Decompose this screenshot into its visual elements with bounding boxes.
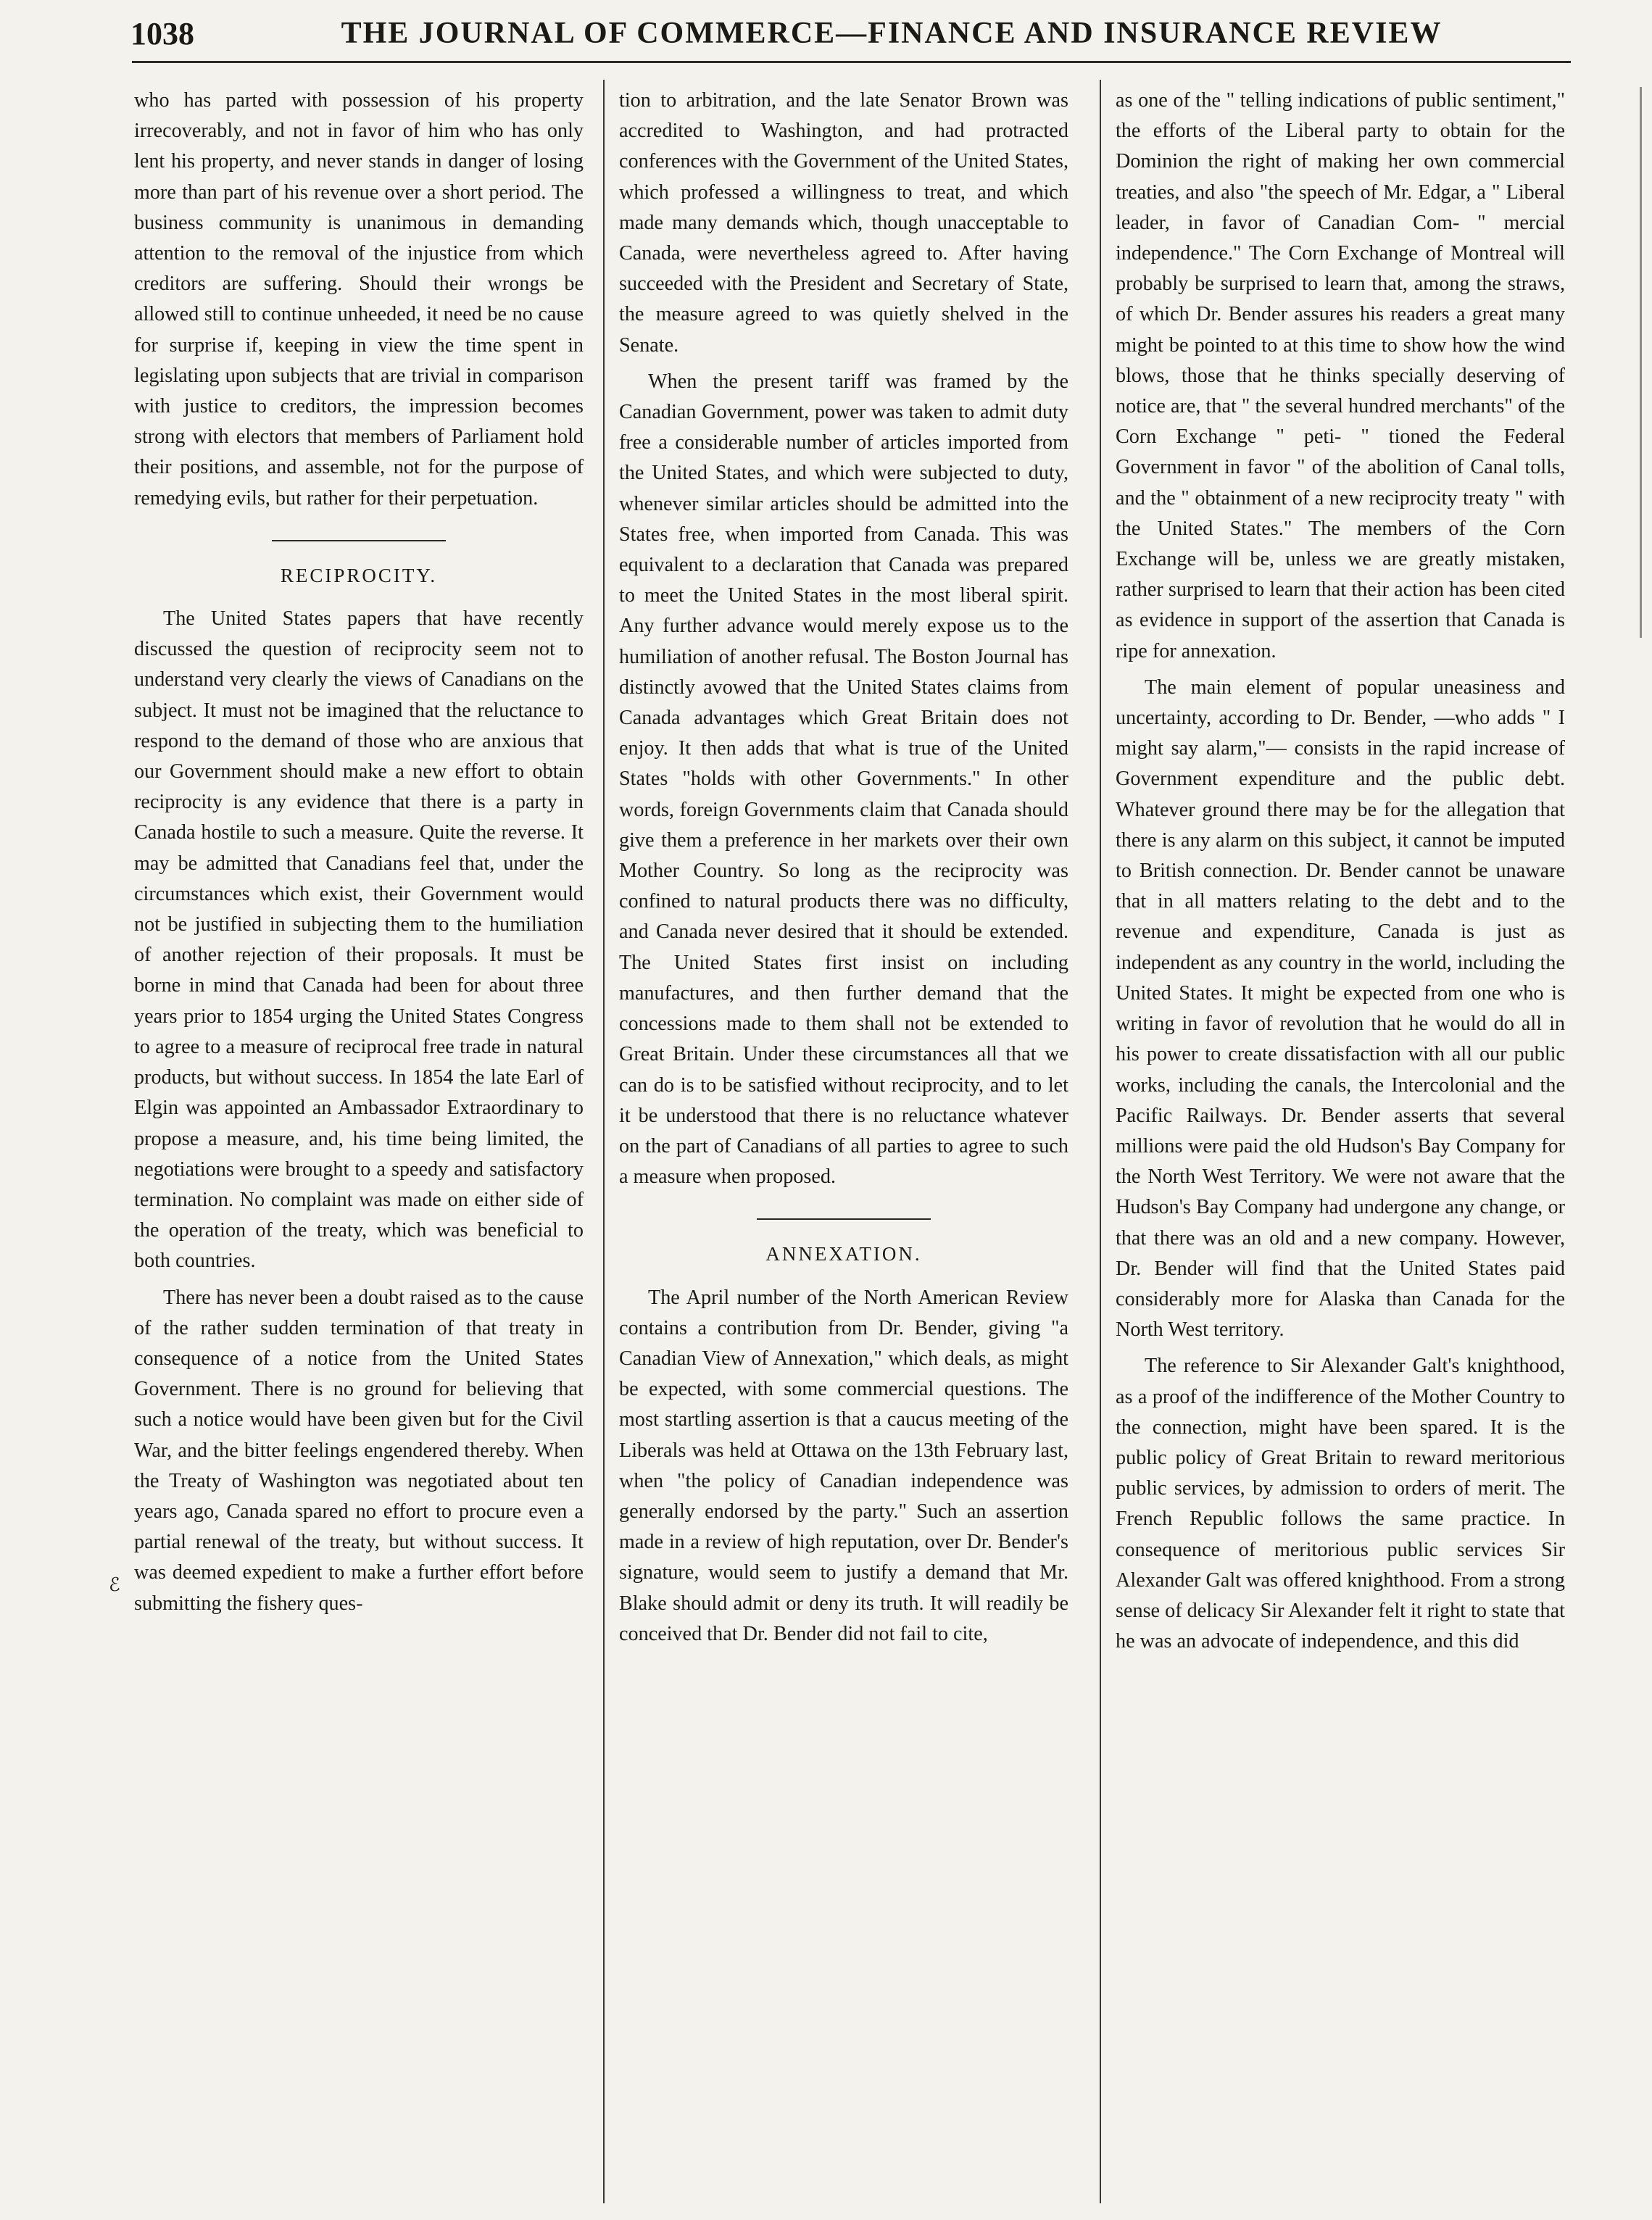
page-header [130,10,1573,57]
column-divider-2 [1100,80,1101,2203]
column-2 [619,86,1068,1650]
col1-paragraph-1: who has parted with possession of his property irrecoverably, and not in favor of him who has only lent his property, and never stands in danger of losing more than part of his revenue over a short period. The business community is unanimous in demanding attention to the removal of the injustice from which creditors are suffering. Should their wrongs be allowed still to continue unheeded, it need be no cause for surprise if, keeping in view the time spent in legislating upon subjects that are trivial in comparison with justice to creditors, the impression becomes strong with electors that members of Parliament hold their positions, and assemble, not for the purpose of remedying evils, but rather for their perpetuation. [134,89,584,510]
section-rule-reciprocity [272,540,446,541]
col2-paragraph-3: The April number of the North American Review contains a contribution from Dr. Bender, giving "a Canadian View of Annexation," which deals, as might be expected, with some commercial questions. The most startling assertion is that a caucus meeting of the Liberals was held at Ottawa on the 13th February last, when "the policy of Canadian independence was generally endorsed by the party." Such an assertion made in a review of high reputation, over Dr. Bender's signature, would seem to justify a demand that Mr. Blake should admit or deny its truth. It will readily be conceived that Dr. Bender did not fail to cite, [619,1286,1068,1645]
col3-paragraph-3: The reference to Sir Alexander Galt's knighthood, as a proof of the indifference of the Mother Country to the connection, might have been spared. It is the public policy of Great Britain to reward meritorious public services, by admission to orders of merit. The French Republic follows the same practice. In consequence of meritorious public services Sir Alexander Galt was offered knighthood. From a strong sense of delicacy Sir Alexander felt it right to state that he was an advocate of independence, and this did [1116,1355,1565,1653]
col2-paragraph-2: When the present tariff was framed by the Canadian Government, power was taken to admit duty free a considerable number of articles imported from the United States, and which were subjected to duty, whenever similar articles should be admitted into the States free, when imported from Canada. This was equivalent to a declaration that Canada was prepared to meet the United States in the most liberal spirit. Any further advance would merely expose us to the humiliation of another refusal. The Boston Journal has distinctly avowed that the United States claims from Canada advantages which Great Britain does not enjoy. It then adds that what is true of the United States "holds with other Governments." In other words, foreign Governments claim that Canada should give them a preference in her markets over their own Mother Country. So long as the reciprocity was confined to natural products there was no difficulty, and Canada never desired that it should be extended. The United States first insist on including manufactures, and then further demand that the concessions made to them shall not be extended to Great Britain. Under these circumstances all that we can do is to be satisfied without reciprocity, and to let it be understood that there is no reluctance whatever on the part of Canadians of all parties to agree to such a measure when proposed. [619,370,1068,1189]
col2-paragraph-1: tion to arbitration, and the late Senator Brown was accredited to Washington, and had protracted conferences with the Government of the United States, which professed a willingness to treat, and which made many demands which, though unacceptable to Canada, were nevertheless agreed to. After having succeeded with the President and Secretary of State, the measure agreed to was quietly shelved in the Senate. [619,89,1068,357]
column-3 [1116,86,1565,1657]
handwritten-mark: ℰ [109,1574,120,1595]
page-edge-mark [1640,87,1649,638]
section-heading-reciprocity: RECIPROCITY. [280,564,438,586]
column-1 [134,86,584,1619]
header-rule [132,61,1571,63]
column-divider-1 [603,80,605,2203]
section-heading-annexation: ANNEXATION. [765,1243,922,1265]
section-rule-annexation [757,1218,931,1220]
col1-paragraph-3: There has never been a doubt raised as to the cause of the rather sudden termination of that treaty in consequence of a notice from the United States Government. There is no ground for believing that such a notice would have been given but for the Civil War, and the bitter feelings engendered thereby. When the Treaty of Washington was negotiated about ten years ago, Canada spared no effort to procure even a partial renewal of the treaty, but without success. It was deemed expedient to make a further effort before submitting the fishery ques- [134,1286,584,1615]
running-title: THE JOURNAL OF COMMERCE—FINANCE AND INSURANCE REVIEW [341,17,1443,50]
col3-paragraph-2: The main element of popular uneasiness and uncertainty, according to Dr. Bender, —who adds " I might say alarm,"— consists in the rapid increase of Government expenditure and the public debt. Whatever ground there may be for the allegation that there is any alarm on this subject, it cannot be imputed to British connection. Dr. Bender cannot be unaware that in all matters relating to the debt and to the revenue and expenditure, Canada is just as independent as any country in the world, including the United States. It might be expected from one who is writing in favor of revolution that he would do all in his power to create dissatisfaction with all our public works, including the canals, the Intercolonial and the Pacific Railways. Dr. Bender asserts that several millions were paid the old Hudson's Bay Company for the North West Territory. We were not aware that the Hudson's Bay Company had undergone any change, or that there was an old and a new company. However, Dr. Bender will find that the United States paid considerably more for Alaska than Canada for the North West territory. [1116,675,1565,1342]
col1-paragraph-2: The United States papers that have recently discussed the question of reciprocity seem not to understand very clearly the views of Canadians on the subject. It must not be imagined that the reluctance to respond to the demand of those who are anxious that our Government should make a new effort to obtain reciprocity is any evidence that there is a party in Canada hostile to such a measure. Quite the reverse. It may be admitted that Canadians feel that, under the circumstances which exist, their Government would not be justified in subjecting them to the humiliation of another rejection of their proposals. It must be borne in mind that Canada had been for about three years prior to 1854 urging the United States Congress to agree to a measure of reciprocal free trade in natural products, but without success. In 1854 the late Earl of Elgin was appointed an Ambassador Extraordinary to propose a measure, and, his time being limited, the negotiations were brought to a speedy and satisfactory termination. No complaint was made on either side of the operation of the treaty, which was beneficial to both countries. [134,607,584,1273]
page-number: 1038 [130,15,194,51]
col3-paragraph-1: as one of the " telling indications of public sentiment," the efforts of the Liberal party to obtain for the Dominion the right of making her own commercial treaties, and also "the speech of Mr. Edgar, a " Liberal leader, in favor of Canadian Com- " mercial independence." The Corn Exchange of Montreal will probably be surprised to learn that, among the straws, of which Dr. Bender assures his readers a great many might be pointed to at this time to show how the wind blows, those that he thinks specially deserving of notice are, that " the several hundred merchants" of the Corn Exchange " peti- " tioned the Federal Government in favor " of the abolition of Canal tolls, and the " obtainment of a new reciprocity treaty " with the United States." The members of the Corn Exchange will be, unless we are greatly mistaken, rather surprised to learn that their action has been cited as evidence in support of the assertion that Canada is ripe for annexation. [1116,89,1565,662]
